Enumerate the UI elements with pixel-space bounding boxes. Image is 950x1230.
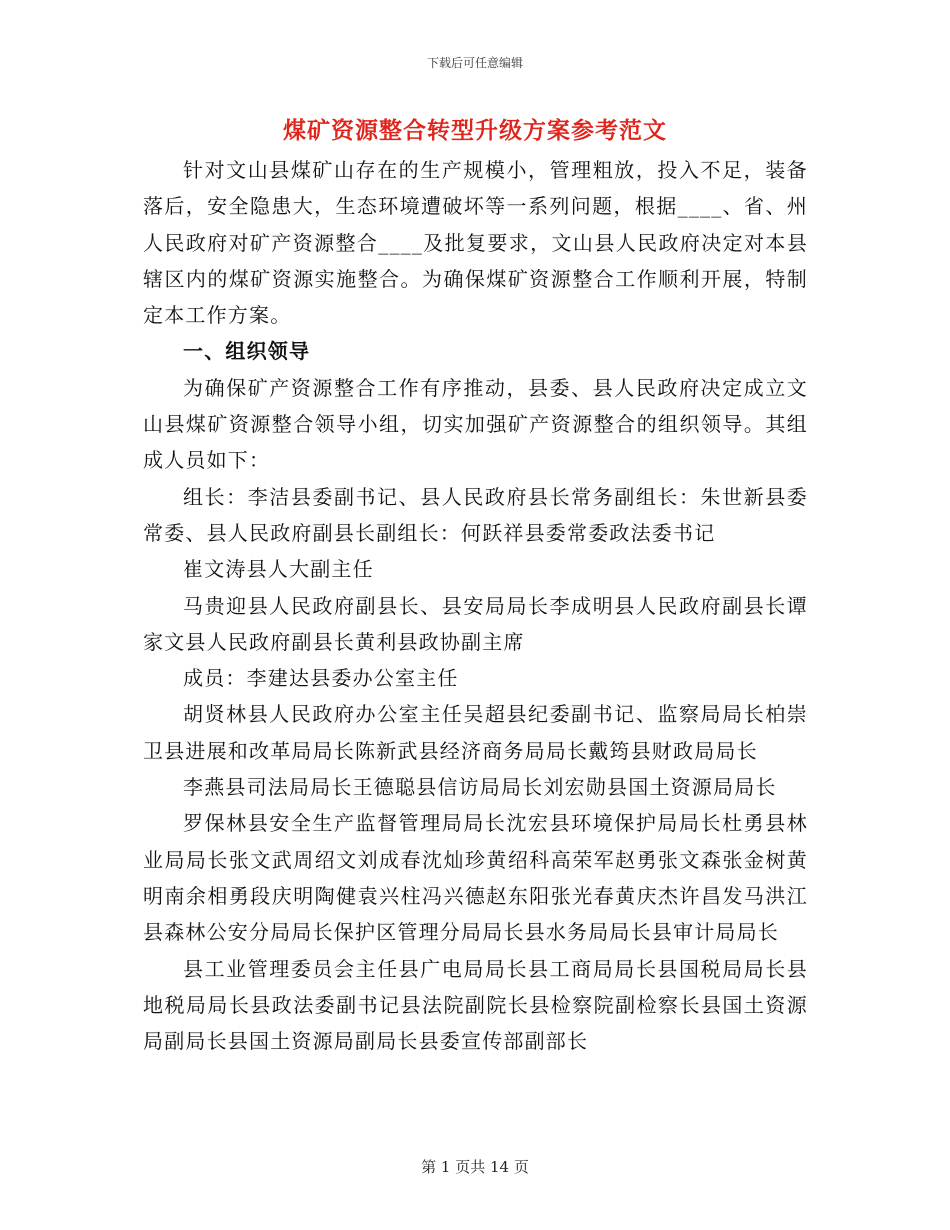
- paragraph: 罗保林县安全生产监督管理局局长沈宏县环境保护局局长杜勇县林业局局长张文武周绍文刘成春沈灿珍黄绍科高荣军赵勇张文森张金树黄明南余相勇段庆明陶健袁兴柱冯兴德赵东阳张光春黄庆杰许昌发马洪江县森林公安分局局长保护区管理分局局长县水务局局长县审计局局长: [143, 811, 808, 945]
- paragraph: 县工业管理委员会主任县广电局局长县工商局局长县国税局局长县地税局局长县政法委副书记县法院副院长县检察院副检察长县国土资源局副局长县国土资源局副局长县委宣传部副部长: [143, 956, 808, 1054]
- document-title: 煤矿资源整合转型升级方案参考范文: [283, 117, 667, 144]
- paragraph: 马贵迎县人民政府副县长、县安局局长李成明县人民政府副县长谭家文县人民政府副县长黄利县政协副主席: [143, 593, 808, 654]
- paragraph: 胡贤林县人民政府办公室主任吴超县纪委副书记、监察局局长柏崇卫县进展和改革局局长陈新武县经济商务局局长戴筠县财政局局长: [143, 702, 808, 763]
- paragraph: 成员：李建达县委办公室主任: [183, 666, 459, 691]
- page-footer: 第 1 页共 14 页: [421, 1158, 529, 1176]
- header-note: 下载后可任意编辑: [426, 56, 523, 70]
- paragraph: 为确保矿产资源整合工作有序推动，县委、县人民政府决定成立文山县煤矿资源整合领导小组，切实加强矿产资源整合的组织领导。其组成人员如下：: [143, 375, 808, 473]
- paragraph: 崔文涛县人大副主任: [183, 557, 374, 582]
- document-body: [143, 152, 808, 1059]
- paragraph-intro: 针对文山县煤矿山存在的生产规模小，管理粗放，投入不足，装备落后，安全隐患大，生态环境遭破坏等一系列问题，根据____、省、州人民政府对矿产资源整合____及批复要求，文山县人民政府决定对本县辖区内的煤矿资源实施整合。为确保煤矿资源整合工作顺利开展，特制定本工作方案。: [143, 158, 808, 328]
- section-heading: 一、组织领导: [183, 339, 311, 364]
- paragraph: 组长：李洁县委副书记、县人民政府县长常务副组长：朱世新县委常委、县人民政府副县长副组长：何跃祥县委常委政法委书记: [143, 484, 808, 545]
- paragraph: 李燕县司法局局长王德聪县信访局局长刘宏勋县国土资源局局长: [183, 775, 777, 800]
